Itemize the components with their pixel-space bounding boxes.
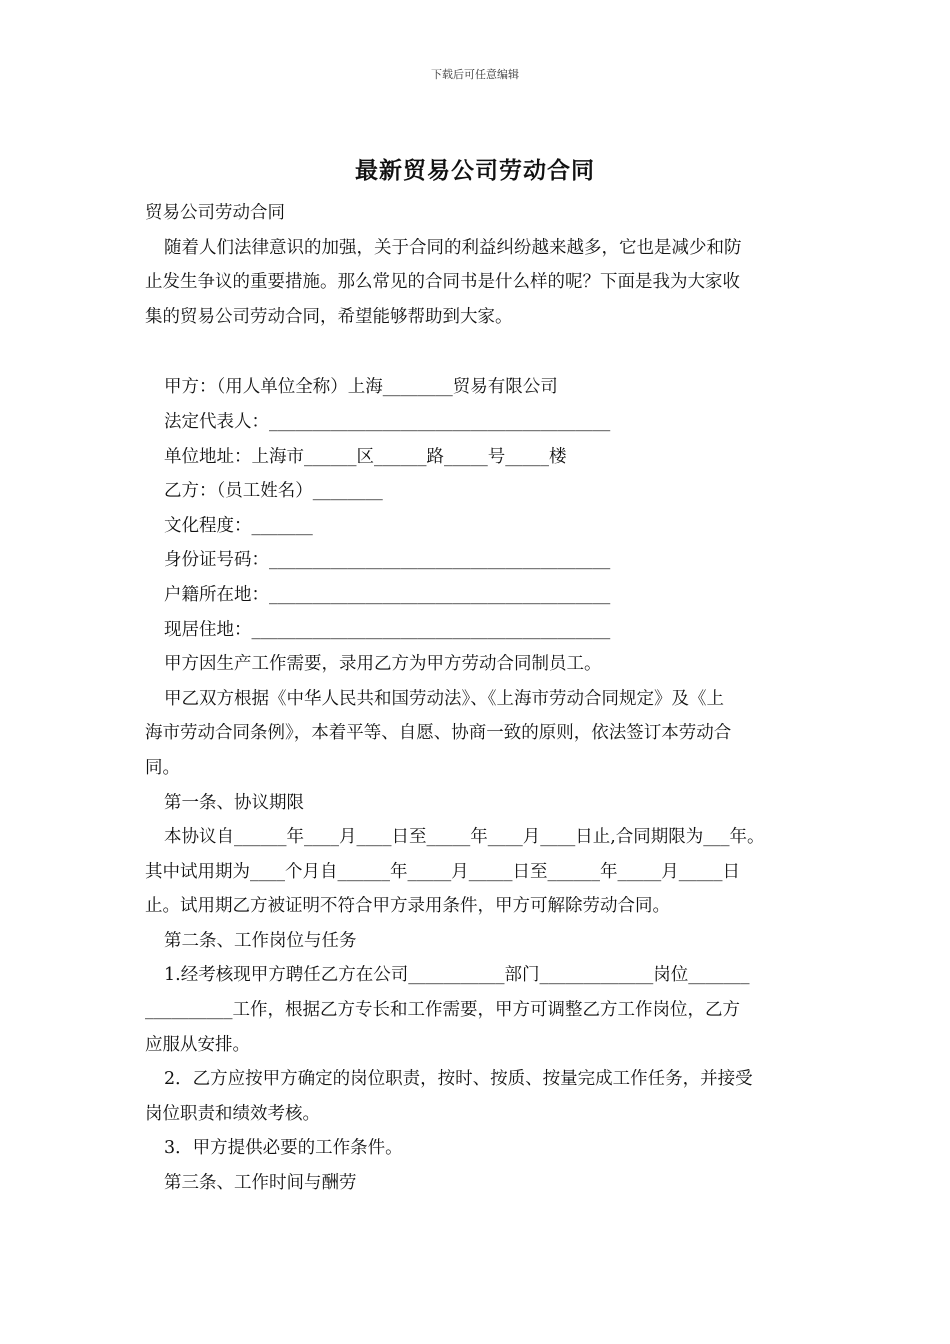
body-line: 同。 [145,757,180,778]
subtitle-line: 贸易公司劳动合同 [145,203,285,223]
party-a-line: 甲方：（用人单位全称）上海________贸易有限公司 [164,377,558,398]
legal-rep-line: 法定代表人：_______________________________________ [164,411,611,432]
body-line: 岗位职责和绩效考核。 [145,1103,320,1124]
education-line: 文化程度：_______ [164,515,313,536]
intro-line: 止发生争议的重要措施。那么常见的合同书是什么样的呢？下面是我为大家收 [145,272,740,293]
article-heading: 第一条、协议期限 [164,792,304,813]
intro-line: 集的贸易公司劳动合同，希望能够帮助到大家。 [145,306,513,327]
body-line: __________工作，根据乙方专长和工作需要，甲方可调整乙方工作岗位，乙方 [145,1000,740,1021]
body-line: 本协议自______年____月____日至_____年____月____日止,合同期限为___年。 [164,827,765,848]
body-line: 其中试用期为____个月自______年_____月_____日至______年_____月_____日 [145,861,740,882]
body-line: 甲乙双方根据《中华人民共和国劳动法》、《上海市劳动合同规定》及《上 [164,688,724,709]
article-heading: 第三条、工作时间与酬劳 [164,1173,357,1194]
address-line: 单位地址：上海市______区______路_____号_____楼 [164,446,567,467]
body-line: 2．乙方应按甲方确定的岗位职责，按时、按质、按量完成工作任务，并接受 [164,1069,753,1090]
id-number-line: 身份证号码：_______________________________________ [164,550,611,571]
party-b-line: 乙方：（员工姓名）________ [164,481,383,502]
paragraph-gap [145,334,813,370]
header-note: 下载后可任意编辑 [431,68,519,81]
body-line: 1.经考核现甲方聘任乙方在公司___________部门_____________岗位_______ [164,965,750,986]
body-line: 止。试用期乙方被证明不符合甲方录用条件，甲方可解除劳动合同。 [145,896,670,917]
body-line: 海市劳动合同条例》，本着平等、自愿、协商一致的原则，依法签订本劳动合 [145,723,732,744]
body-line: 3．甲方提供必要的工作条件。 [164,1138,403,1159]
household-line: 户籍所在地：_______________________________________ [164,584,611,605]
intro-line: 随着人们法律意识的加强，关于合同的利益纠纷越来越多，它也是减少和防 [164,237,742,258]
document-body [145,196,813,1201]
document-title: 最新贸易公司劳动合同 [355,157,595,184]
body-line: 甲方因生产工作需要，录用乙方为甲方劳动合同制员工。 [164,654,602,675]
body-line: 应服从安排。 [145,1034,250,1055]
article-heading: 第二条、工作岗位与任务 [164,930,357,951]
residence-line: 现居住地：_________________________________________ [164,619,611,640]
